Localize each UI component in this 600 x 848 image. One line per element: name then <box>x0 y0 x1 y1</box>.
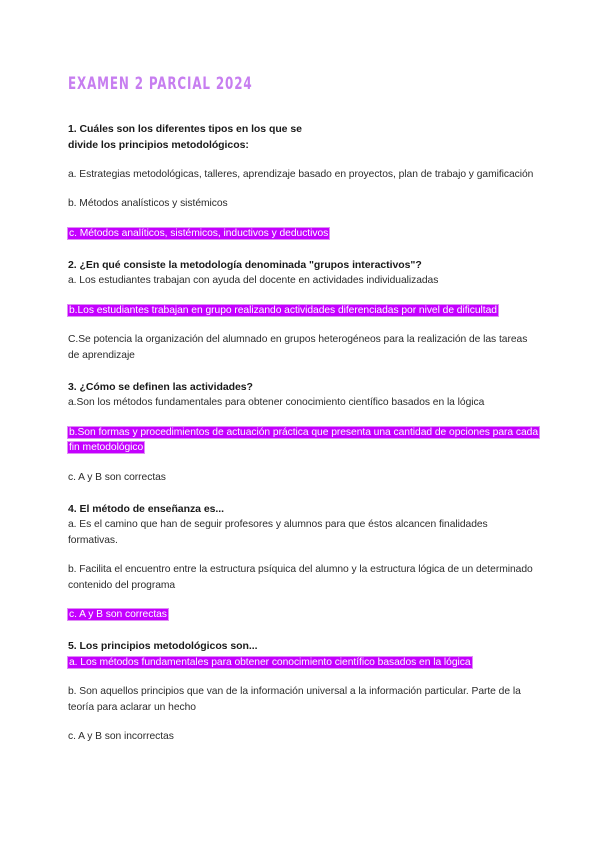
question-block-3 <box>68 380 538 485</box>
answer-option-q1a-text: a. Estrategias metodológicas, talleres, aprendizaje basado en proyectos, plan de trabajo y gamificación <box>68 168 534 180</box>
answer-option-q4c-text: c. A y B son correctas <box>69 609 167 621</box>
answer-option-q3c-text: c. A y B son correctas <box>68 471 166 483</box>
page-title: EXAMEN 2 PARCIAL 2024 <box>68 74 253 94</box>
question-heading-1 <box>68 122 538 152</box>
answer-option-q2a[interactable] <box>68 273 538 288</box>
answer-option-q1b-text: b. Métodos analísticos y sistémicos <box>68 198 228 210</box>
answer-option-q5c-text: c. A y B son incorrectas <box>68 731 174 743</box>
question-heading-4-line-1: 4. El método de enseñanza es... <box>68 503 225 516</box>
answer-option-q1a[interactable] <box>68 167 538 182</box>
answer-option-q3c[interactable] <box>68 470 538 485</box>
answer-option-q3b-text: b.Son formas y procedimientos de actuación práctica que presenta una cantidad de opciones para cada fin metodológico <box>69 426 539 454</box>
answer-option-q5b[interactable] <box>68 684 538 715</box>
question-heading-1-line-1: 1. Cuáles son los diferentes tipos en los que se <box>68 123 302 136</box>
question-heading-5 <box>68 639 538 654</box>
question-heading-2 <box>68 258 538 273</box>
question-heading-2-line-1: 2. ¿En qué consiste la metodología denominada "grupos interactivos"? <box>68 259 422 272</box>
answer-option-q5a[interactable] <box>68 655 538 670</box>
answer-option-q1c[interactable] <box>68 226 538 241</box>
question-heading-5-line-1: 5. Los principios metodológicos son... <box>68 640 258 653</box>
answer-option-q4a[interactable] <box>68 517 538 548</box>
question-heading-4 <box>68 502 538 517</box>
answer-option-q2b[interactable] <box>68 303 538 318</box>
answer-option-q4b-text: b. Facilita el encuentro entre la estructura psíquica del alumno y la estructura lógica de un determinado contenido del programa <box>68 564 533 591</box>
question-block-4 <box>68 502 538 622</box>
answer-option-q2c[interactable] <box>68 332 538 363</box>
question-heading-3-line-1: 3. ¿Cómo se definen las actividades? <box>68 381 253 394</box>
answer-option-q4b[interactable] <box>68 562 538 593</box>
answer-option-q4c[interactable] <box>68 607 538 622</box>
answer-option-q5b-text: b. Son aquellos principios que van de la información universal a la información particular. Parte de la teoría para aclarar un hecho <box>68 686 521 713</box>
answer-option-q1c-text: c. Métodos analíticos, sistémicos, inductivos y deductivos <box>69 227 329 239</box>
answer-option-q3a[interactable] <box>68 395 538 410</box>
answer-option-q3b[interactable] <box>68 425 538 456</box>
answer-option-q2b-text: b.Los estudiantes trabajan en grupo realizando actividades diferenciadas por nivel de dificultad <box>69 304 497 316</box>
question-block-1 <box>68 122 538 241</box>
question-heading-1-line-2: divide los principios metodológicos: <box>68 138 249 151</box>
answer-option-q5a-text: a. Los métodos fundamentales para obtener conocimiento científico basados en la lógica <box>69 656 471 668</box>
answer-option-q1b[interactable] <box>68 196 538 211</box>
question-block-5 <box>68 639 538 744</box>
answer-option-q2a-text: a. Los estudiantes trabajan con ayuda del docente en actividades individualizadas <box>68 275 439 287</box>
answer-option-q2c-text: C.Se potencia la organización del alumnado en grupos heterogéneos para la realización de las tareas de aprendizaje <box>68 334 528 361</box>
answer-option-q5c[interactable] <box>68 729 538 744</box>
answer-option-q3a-text: a.Son los métodos fundamentales para obtener conocimiento científico basados en la lógica <box>68 397 485 409</box>
question-heading-3 <box>68 380 538 395</box>
question-block-2 <box>68 258 538 363</box>
answer-option-q4a-text: a. Es el camino que han de seguir profesores y alumnos para que éstos alcancen finalidades formativas. <box>68 519 488 546</box>
